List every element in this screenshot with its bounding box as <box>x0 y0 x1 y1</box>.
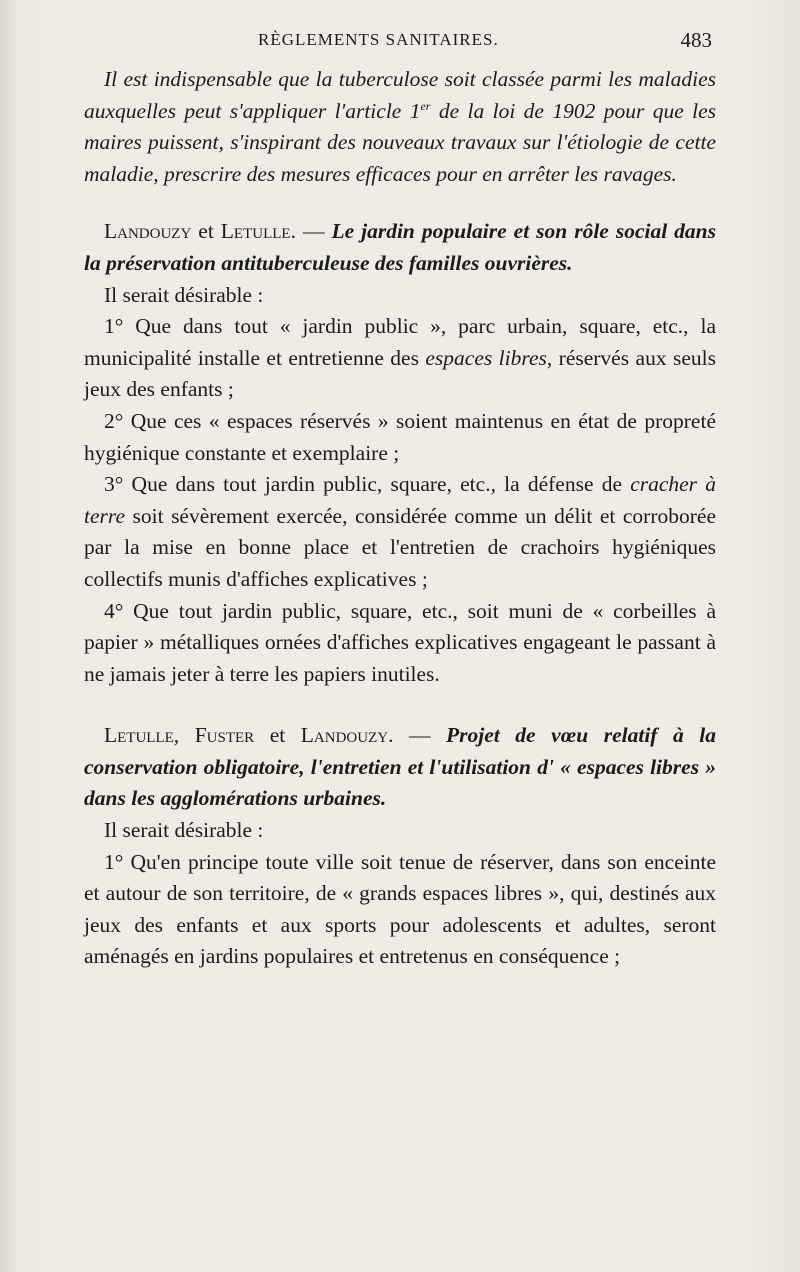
section1-heading <box>84 216 716 279</box>
intro-text-b: de la loi de 1902 pour que les maires puissent, s'inspirant des nouveaux travaux sur l'étiologie de cette maladie, prescrire des mesures efficaces pour en arrêter les ravages. <box>84 98 716 186</box>
section2-dash: . — <box>388 723 447 748</box>
section1-item-3-a: 3° Que dans tout jardin public, square, etc., la défense de <box>104 472 631 497</box>
section2-lead: Il serait désirable : <box>104 818 264 843</box>
section2-title: Projet de vœu relatif à la conservation obligatoire, l'entretien et l'utilisation d' « espaces libres » dans les agglomérations urbaines. <box>84 723 716 811</box>
section1-item-3 <box>84 469 716 595</box>
page-number: 483 <box>680 28 712 52</box>
section1-author-b: Letulle <box>220 219 291 244</box>
intro-paragraph <box>84 64 716 190</box>
section2-sep: , <box>173 723 195 748</box>
section1-item-3-italic: cracher à terre <box>84 472 716 528</box>
section1-item-3-b: soit sévèrement exercée, considérée comme un délit et corroborée par la mise en bonne place et l'entretien de crachoirs hygiéniques collectifs munis d'affiches explicatives ; <box>84 503 716 591</box>
section1-item-1-a: 1° Que dans tout « jardin public », parc urbain, square, etc., la municipalité installe et entretienne des <box>84 314 716 370</box>
section2-and: et <box>254 723 301 748</box>
section2-author-b: Fuster <box>194 723 255 748</box>
intro-text-a: Il est indispensable que la tuberculose soit classée parmi les maladies auxquelles peut s'appliquer l'article 1 <box>84 67 716 123</box>
section1-author-a: Landouzy <box>104 219 192 244</box>
intro-superscript: er <box>420 98 431 113</box>
page-body <box>84 64 716 973</box>
running-head: RÈGLEMENTS SANITAIRES. <box>258 30 499 49</box>
section1-item-4: 4° Que tout jardin public, square, etc., soit muni de « corbeilles à papier » métalliques ornées d'affiches explicatives engageant le passant à ne jamais jeter à terre les papiers inutiles. <box>84 598 716 686</box>
section1-title: Le jardin populaire et son rôle social dans la préservation antituberculeuse des familles ouvrières. <box>84 219 717 275</box>
page-header <box>100 30 712 60</box>
section2-author-a: Letulle <box>104 723 174 748</box>
section2-item-1: 1° Qu'en principe toute ville soit tenue de réserver, dans son enceinte et autour de son territoire, de « grands espaces libres », qui, destinés aux jeux des enfants et aux sports pour adolescents et adultes, seront aménagés en jardins populaires et entretenus en conséquence ; <box>84 849 716 969</box>
section1-item-2: 2° Que ces « espaces réservés » soient maintenus en état de propreté hygiénique constante et exemplaire ; <box>84 408 716 465</box>
section1-item-1-italic: espaces libres <box>425 345 547 370</box>
section1-item-1-b: , réservés aux seuls jeux des enfants ; <box>84 345 716 402</box>
section1-item-1 <box>84 311 716 406</box>
section1-and: et <box>191 219 221 244</box>
section2-author-c: Landouzy <box>300 723 389 748</box>
section1-lead: Il serait désirable : <box>104 282 264 307</box>
section2-heading <box>84 720 716 815</box>
section1-dash: . — <box>290 219 332 244</box>
